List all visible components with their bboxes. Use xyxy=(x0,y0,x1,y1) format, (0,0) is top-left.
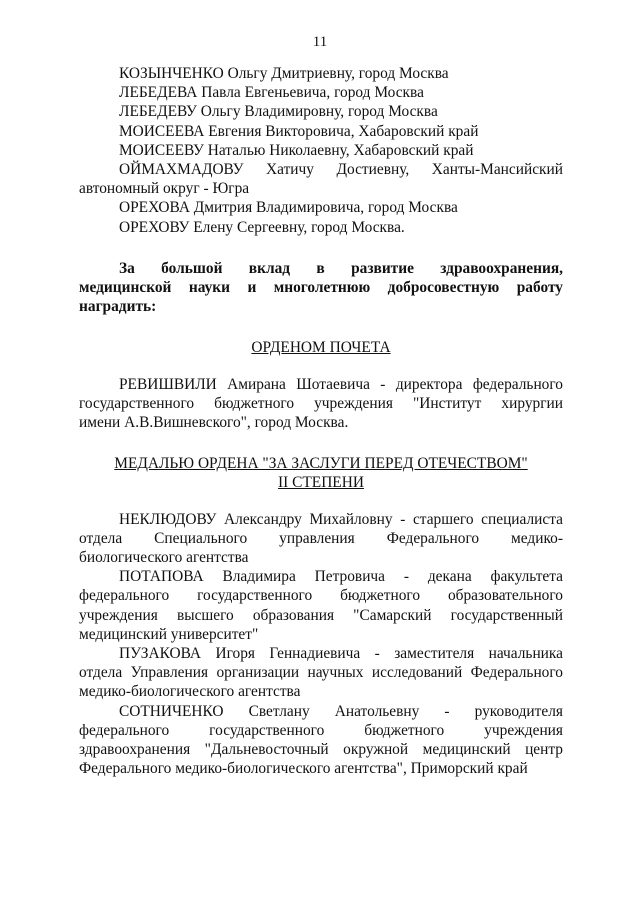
list-item: ЛЕБЕДЕВУ Ольгу Владимировну, город Москва xyxy=(119,103,438,121)
award-entry-line: здравоохранения "Дальневосточный окружной медицинский центр xyxy=(79,741,563,759)
page-number: 11 xyxy=(312,34,328,50)
award-entry-line: НЕКЛЮДОВУ Александру Михайловну - старшего специалиста xyxy=(119,510,563,528)
list-item-oymakhmadova xyxy=(79,160,563,198)
award-entry-revishvili xyxy=(79,375,563,433)
award-entry-potapov xyxy=(79,567,563,644)
award-intro-line: За большой вклад в развитие здравоохранения, xyxy=(119,259,563,277)
award-entry-line: медицинский университет" xyxy=(79,625,259,643)
list-item-line: ОЙМАХМАДОВУ Хатичу Достиевну, Ханты-Мансийский xyxy=(119,161,563,179)
list-item: ОРЕХОВУ Елену Сергеевну, город Москва. xyxy=(119,218,405,236)
award-entry-line: государственного бюджетного учреждения "Институт хирургии xyxy=(79,394,563,412)
list-item: ОРЕХОВА Дмитрия Владимировича, город Москва xyxy=(119,199,458,217)
award-entry-line: РЕВИШВИЛИ Амирана Шотаевича - директора федерального xyxy=(119,375,563,393)
list-item: МОИСЕЕВУ Наталью Николаевну, Хабаровский край xyxy=(119,141,474,159)
list-item: МОИСЕЕВА Евгения Викторовича, Хабаровский край xyxy=(119,122,479,140)
award-entry-line: имени А.В.Вишневского", город Москва. xyxy=(79,414,349,432)
award-entry-line: отдела Специального управления Федерального медико- xyxy=(79,529,563,547)
list-item-line: автономный округ - Югра xyxy=(79,180,250,198)
award-entry-line: отдела Управления организации научных исследований Федерального xyxy=(79,664,563,682)
award-entry-line: федерального государственного бюджетного учреждения xyxy=(79,721,563,739)
award-entry-line: СОТНИЧЕНКО Светлану Анатольевну - руководителя xyxy=(119,702,563,720)
award-intro-line: наградить: xyxy=(79,298,157,316)
award-entry-line: учреждения высшего образования "Самарский государственный xyxy=(79,606,563,624)
medal-heading-line: II СТЕПЕНИ xyxy=(278,474,364,492)
award-entry-line: ПУЗАКОВА Игоря Геннадиевича - заместителя начальника xyxy=(119,645,563,663)
award-entry-neklyudova xyxy=(79,510,563,568)
list-item: КОЗЫНЧЕНКО Ольгу Дмитриевну, город Москва xyxy=(119,65,449,82)
document-body xyxy=(79,64,563,779)
award-entry-sotnichenko xyxy=(79,702,563,779)
order-heading: ОРДЕНОМ ПОЧЕТА xyxy=(251,339,391,357)
award-entry-line: Федерального медико-биологического агентства", Приморский край xyxy=(79,760,528,778)
names-list-2 xyxy=(79,198,563,236)
award-intro xyxy=(79,259,563,317)
medal-heading-line: МЕДАЛЬЮ ОРДЕНА "ЗА ЗАСЛУГИ ПЕРЕД ОТЕЧЕСТВОМ" xyxy=(114,455,528,473)
names-list xyxy=(79,64,563,160)
award-entry-line: медико-биологического агентства xyxy=(79,683,301,701)
award-entry-line: федерального государственного бюджетного образовательного xyxy=(79,587,563,605)
award-entry-line: ПОТАПОВА Владимира Петровича - декана факультета xyxy=(119,568,563,586)
list-item: ЛЕБЕДЕВА Павла Евгеньевича, город Москва xyxy=(119,84,424,102)
award-intro-line: медицинской науки и многолетнюю добросовестную работу xyxy=(79,279,563,297)
medal-heading xyxy=(79,454,563,492)
award-entry-puzakov xyxy=(79,644,563,702)
award-entry-line: биологического агентства xyxy=(79,549,249,567)
